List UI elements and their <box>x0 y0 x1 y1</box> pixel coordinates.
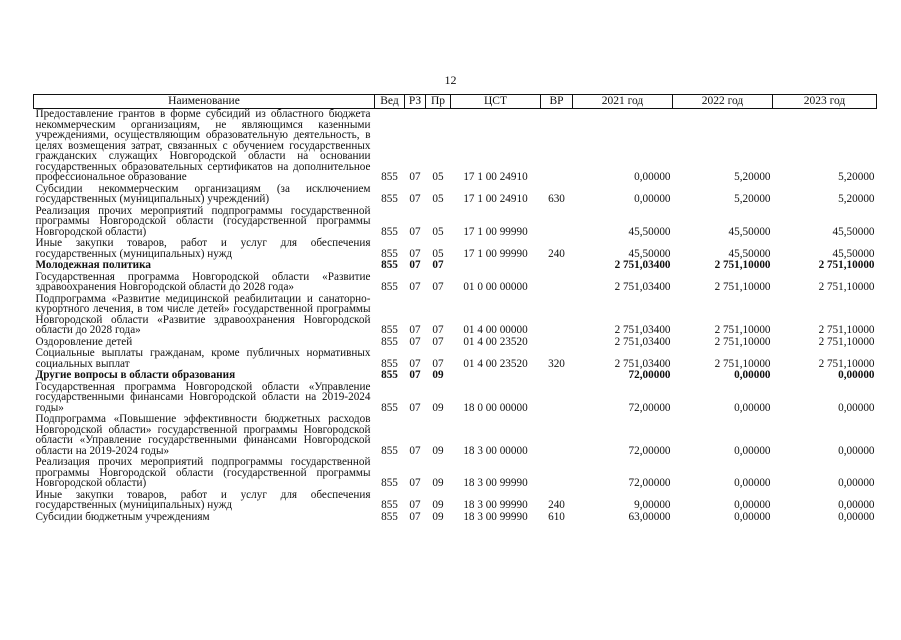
table-cell-cst: 18 3 00 00000 <box>463 444 528 457</box>
table-cell-ved: 855 <box>381 510 398 523</box>
table-cell-2022: 5,20000 <box>734 171 771 183</box>
table-cell-name: Реализация прочих мероприятий подпрограммы государственной программы Новгородской области (государственной программы Новгородской области) <box>35 456 371 489</box>
table-cell-name: Молодежная политика <box>35 259 151 271</box>
table-cell-cst: 01 0 00 00000 <box>463 281 528 293</box>
table-cell-rz: 07 <box>409 259 421 271</box>
table-cell-name: Оздоровление детей <box>35 335 133 348</box>
table-cell-2023: 0,00000 <box>838 477 875 489</box>
header-pr: Пр <box>426 95 451 109</box>
table-cell-ved: 855 <box>381 499 398 511</box>
table-cell-cst <box>451 370 541 382</box>
table-cell-2021: 72,00000 <box>628 369 671 381</box>
table-cell-2021: 2 751,03400 <box>614 357 671 370</box>
table-row <box>34 294 877 337</box>
table-cell-2023: 0,00000 <box>838 369 875 381</box>
table-header-row <box>34 95 877 109</box>
table-cell-cst <box>451 260 541 272</box>
table-cell-pr: 09 <box>432 477 444 489</box>
table-cell-2021: 2 751,03400 <box>614 281 671 293</box>
table-cell-2023: 5,20000 <box>838 193 875 205</box>
table-cell-name: Социальные выплаты гражданам, кроме публичных нормативных социальных выплат <box>35 347 371 370</box>
table-cell-vr <box>541 370 573 382</box>
table-cell-2021: 45,50000 <box>628 225 671 238</box>
budget-table <box>33 94 877 523</box>
table-cell-2022: 45,50000 <box>728 247 771 260</box>
table-row <box>34 238 877 260</box>
table-cell-rz: 07 <box>409 324 421 336</box>
table-cell-pr: 05 <box>432 247 444 260</box>
table-cell-rz: 07 <box>409 499 421 511</box>
table-cell-rz: 07 <box>409 281 421 293</box>
table-cell-pr: 09 <box>432 401 444 414</box>
table-cell-name: Реализация прочих мероприятий подпрограммы государственной программы Новгородской области (государственной программы Новгородской области) <box>35 204 371 238</box>
table-cell-2021: 9,00000 <box>634 499 671 511</box>
table-cell-rz: 07 <box>409 193 421 205</box>
header-2022: 2022 год <box>673 95 773 109</box>
table-cell-ved: 855 <box>381 444 398 457</box>
table-cell-2021: 63,00000 <box>628 510 671 523</box>
table-cell-pr: 05 <box>432 171 444 183</box>
table-cell-ved: 855 <box>381 477 398 489</box>
table-row <box>34 206 877 239</box>
table-cell-2022: 0,00000 <box>734 510 771 523</box>
table-cell-vr <box>541 414 573 457</box>
header-cst: ЦСТ <box>451 95 541 109</box>
table-cell-ved: 855 <box>381 247 398 260</box>
table-cell-vr <box>541 206 573 239</box>
table-cell-2021: 0,00000 <box>634 193 671 205</box>
table-cell-2023: 2 751,10000 <box>818 357 875 370</box>
table-cell-rz: 07 <box>409 357 421 370</box>
table-cell-2022: 0,00000 <box>734 444 771 457</box>
table-cell-pr: 07 <box>432 324 444 336</box>
table-row <box>34 490 877 512</box>
table-cell-2023: 0,00000 <box>838 499 875 511</box>
table-cell-2021: 72,00000 <box>628 401 671 414</box>
table-cell-2021: 0,00000 <box>634 171 671 183</box>
table-row <box>34 109 877 184</box>
table-cell-ved: 855 <box>381 357 398 370</box>
table-cell-2021: 2 751,03400 <box>614 259 671 271</box>
table-cell-2023: 0,00000 <box>838 401 875 414</box>
table-cell-2022: 0,00000 <box>734 369 771 381</box>
table-cell-name: Субсидии бюджетным учреждениям <box>35 510 210 523</box>
table-cell-2022: 5,20000 <box>734 193 771 205</box>
table-row <box>34 348 877 370</box>
table-cell-vr <box>541 272 573 294</box>
table-cell-ved: 855 <box>381 259 398 271</box>
table-row <box>34 184 877 206</box>
table-cell-name: Государственная программа Новгородской области «Развитие здравоохранения Новгородской области до 2028 года» <box>35 270 371 293</box>
table-cell-2022: 0,00000 <box>734 499 771 511</box>
table-cell-2023: 0,00000 <box>838 510 875 523</box>
table-cell-rz: 07 <box>409 510 421 523</box>
table-cell-cst: 17 1 00 99990 <box>463 225 528 238</box>
table-cell-2022: 2 751,10000 <box>714 357 771 370</box>
table-cell-cst: 01 4 00 23520 <box>463 357 528 370</box>
table-cell-2023: 2 751,10000 <box>818 335 875 348</box>
table-cell-vr <box>541 382 573 415</box>
table-cell-rz: 07 <box>409 477 421 489</box>
table-cell-ved: 855 <box>381 324 398 336</box>
table-cell-name: Подпрограмма «Повышение эффективности бюджетных расходов Новгородской области» государственной программы Новгородской области «Управление государственными финансами Новгородской области на 2019-2024 годы» <box>35 413 371 457</box>
table-cell-pr: 09 <box>432 510 444 523</box>
table-cell-name: Другие вопросы в области образования <box>35 369 236 381</box>
table-cell-2021: 45,50000 <box>628 247 671 260</box>
header-name: Наименование <box>34 95 375 109</box>
table-cell-cst: 01 4 00 23520 <box>463 335 528 348</box>
table-cell-2023: 2 751,10000 <box>818 281 875 293</box>
header-2021: 2021 год <box>573 95 673 109</box>
table-cell-ved: 855 <box>381 335 398 348</box>
header-rz: РЗ <box>405 95 426 109</box>
table-cell-rz: 07 <box>409 171 421 183</box>
table-cell-vr: 240 <box>548 499 565 511</box>
table-cell-rz: 07 <box>409 225 421 238</box>
table-cell-ved: 855 <box>381 369 398 381</box>
header-2023: 2023 год <box>773 95 877 109</box>
table-cell-pr: 07 <box>432 357 444 370</box>
table-row <box>34 382 877 415</box>
table-cell-name: Иные закупки товаров, работ и услуг для обеспечения государственных (муниципальных) нужд <box>35 488 371 511</box>
table-cell-2021: 2 751,03400 <box>614 324 671 336</box>
table-cell-2022: 2 751,10000 <box>714 281 771 293</box>
table-cell-pr: 09 <box>432 369 444 381</box>
table-cell-pr: 05 <box>432 225 444 238</box>
table-cell-name: Государственная программа Новгородской области «Управление государственными финансами Новгородской области на 2019-2024 годы» <box>35 380 371 414</box>
table-cell-pr: 07 <box>432 281 444 293</box>
table-cell-2022: 0,00000 <box>734 401 771 414</box>
table-cell-2022: 2 751,10000 <box>714 335 771 348</box>
table-cell-name: Субсидии некоммерческим организациям (за исключением государственных (муниципальных) учреждений) <box>35 182 371 205</box>
table-cell-2021: 2 751,03400 <box>614 335 671 348</box>
table-cell-pr: 09 <box>432 499 444 511</box>
table-cell-rz: 07 <box>409 247 421 260</box>
table-cell-cst: 01 4 00 00000 <box>463 324 528 336</box>
table-cell-vr: 630 <box>548 193 565 205</box>
table-body <box>34 109 877 524</box>
table-cell-vr: 320 <box>548 357 565 370</box>
table-cell-2023: 5,20000 <box>838 171 875 183</box>
table-cell-2023: 0,00000 <box>838 444 875 457</box>
table-cell-cst: 17 1 00 24910 <box>463 171 528 183</box>
header-vr: ВР <box>541 95 573 109</box>
header-ved: Вед <box>375 95 405 109</box>
table-cell-2023: 2 751,10000 <box>818 324 875 336</box>
table-cell-2022: 0,00000 <box>734 477 771 489</box>
table-cell-ved: 855 <box>381 171 398 183</box>
table-cell-cst: 17 1 00 99990 <box>463 247 528 260</box>
table-cell-cst: 18 3 00 99990 <box>463 477 528 489</box>
table-cell-2023: 45,50000 <box>832 225 875 238</box>
table-cell-vr <box>541 109 573 184</box>
table-cell-rz: 07 <box>409 335 421 348</box>
table-row <box>34 370 877 382</box>
table-cell-ved: 855 <box>381 193 398 205</box>
table-cell-name: Иные закупки товаров, работ и услуг для обеспечения государственных (муниципальных) нужд <box>35 237 371 260</box>
table-cell-rz: 07 <box>409 369 421 381</box>
table-row <box>34 457 877 490</box>
table-cell-pr: 07 <box>432 335 444 348</box>
table-cell-cst: 18 3 00 99990 <box>463 499 528 511</box>
table-cell-ved: 855 <box>381 225 398 238</box>
table-cell-cst: 17 1 00 24910 <box>463 193 528 205</box>
table-cell-pr: 07 <box>432 259 444 271</box>
table-cell-cst: 18 0 00 00000 <box>463 401 528 414</box>
table-cell-rz: 07 <box>409 401 421 414</box>
table-row <box>34 260 877 272</box>
table-cell-ved: 855 <box>381 401 398 414</box>
table-cell-pr: 05 <box>432 193 444 205</box>
table-cell-2023: 45,50000 <box>832 247 875 260</box>
table-cell-vr <box>541 337 573 349</box>
table-cell-2021: 72,00000 <box>628 477 671 489</box>
table-cell-cst: 18 3 00 99990 <box>463 510 528 523</box>
table-cell-rz: 07 <box>409 444 421 457</box>
table-cell-vr <box>541 260 573 272</box>
table-cell-2022: 2 751,10000 <box>714 259 771 271</box>
table-row <box>34 414 877 457</box>
table-cell-2023: 2 751,10000 <box>818 259 875 271</box>
table-row <box>34 512 877 524</box>
table-cell-pr: 09 <box>432 444 444 457</box>
table-cell-2021: 72,00000 <box>628 444 671 457</box>
table-cell-vr <box>541 294 573 337</box>
table-cell-vr: 240 <box>548 247 565 260</box>
table-cell-2022: 45,50000 <box>728 225 771 238</box>
table-cell-vr <box>541 457 573 490</box>
table-cell-name: Подпрограмма «Развитие медицинской реабилитации и санаторно-курортного лечения, в том числе детей» государственной программы Новгородской области «Развитие здравоохранения Новгородской области до 2028 года» <box>35 292 371 336</box>
table-cell-vr: 610 <box>548 510 565 523</box>
table-cell-2022: 2 751,10000 <box>714 324 771 336</box>
page-number: 12 <box>444 73 457 87</box>
table-row <box>34 272 877 294</box>
table-cell-ved: 855 <box>381 281 398 293</box>
table-cell-name: Предоставление грантов в форме субсидий из областного бюджета некоммерческим организациям, не являющимся казенными учреждениями, осуществляющим образовательную деятельность, в целях возмещения затрат, связанных с обучением государственных гражданских служащих Новгородской области на основании государственных образовательных сертификатов на дополнительное профессиональное образование <box>35 108 371 183</box>
